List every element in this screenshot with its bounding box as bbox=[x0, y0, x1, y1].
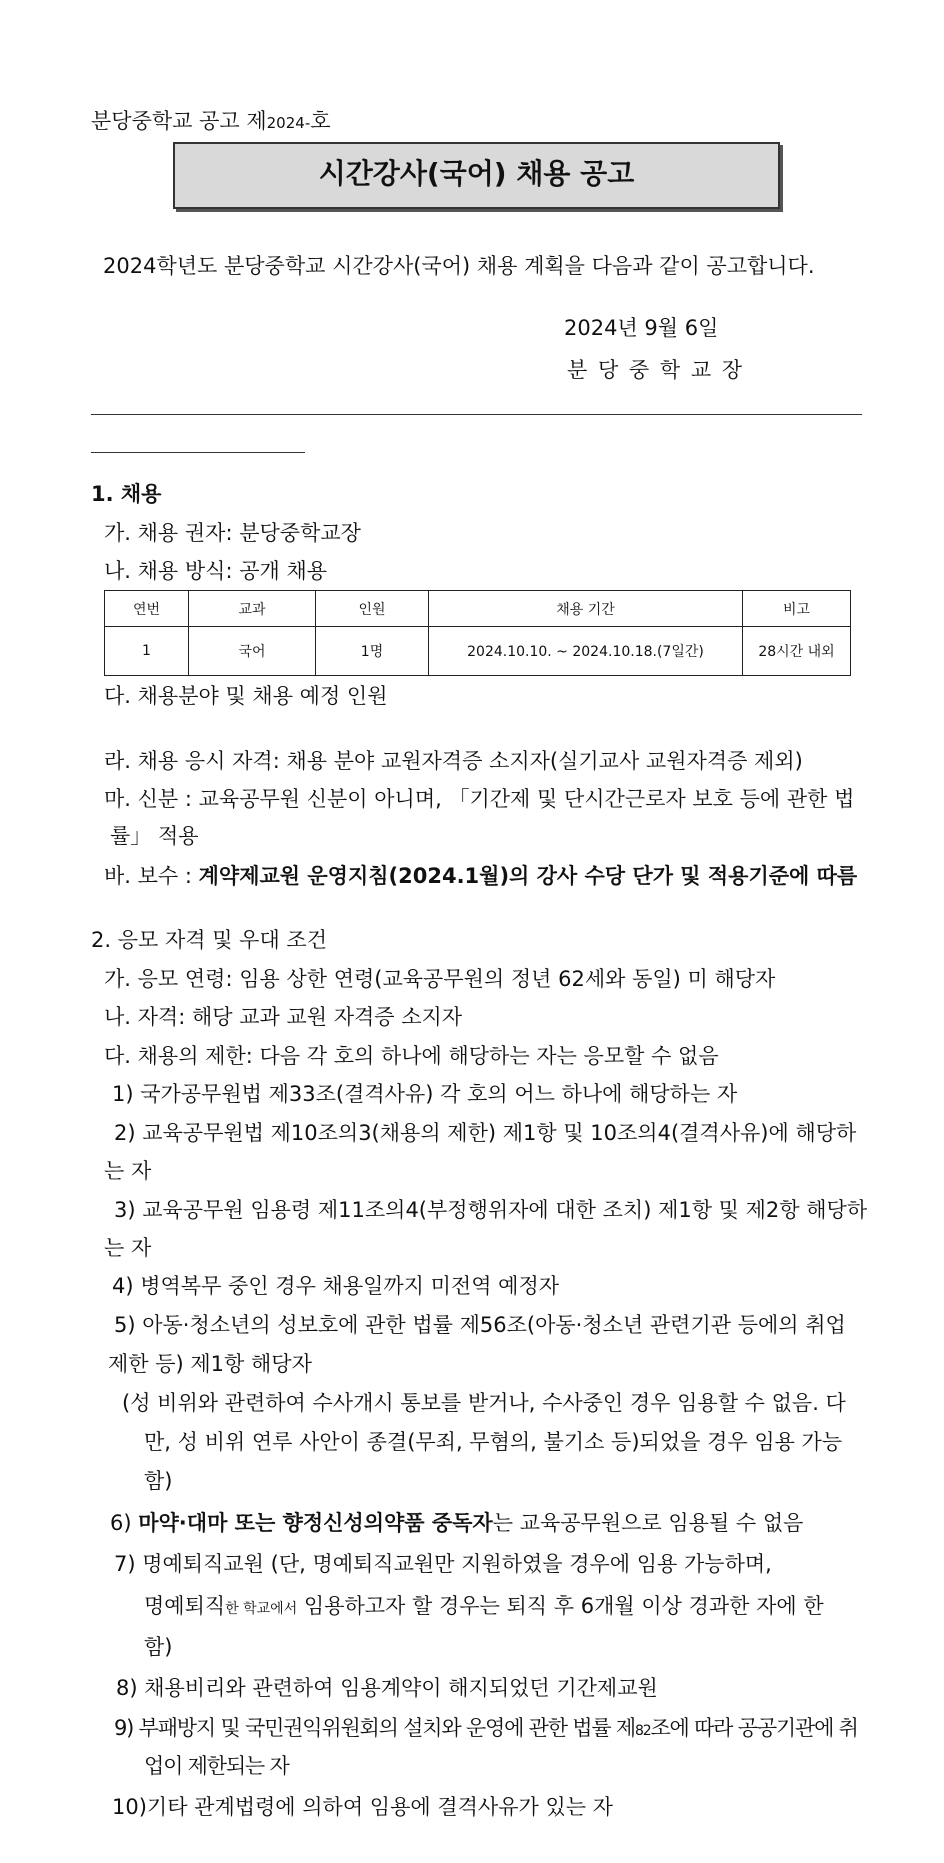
section1-ma-line1: 마. 신분 : 교육공무원 신분이 아니며, 「기간제 및 단시간근로자 보호 등에 관한 법 bbox=[104, 787, 855, 811]
th-no: 연번 bbox=[105, 591, 189, 627]
restriction-item-5-line1: 5) 아동·청소년의 성보호에 관한 법률 제56조(아동·청소년 관련기관 등에의 취업 bbox=[114, 1313, 846, 1337]
restriction-item-2-line1: 2) 교육공무원법 제10조의3(채용의 제한) 제1항 및 10조의4(결격사유)에 해당하 bbox=[114, 1121, 857, 1145]
section2-da: 다. 채용의 제한: 다음 각 호의 하나에 해당하는 자는 응모할 수 없음 bbox=[104, 1044, 719, 1068]
page-title: 시간강사(국어) 채용 공고 bbox=[318, 157, 635, 190]
section1-ga: 가. 채용 권자: 분당중학교장 bbox=[104, 521, 361, 545]
item9-line1-b: 조에 따라 공공기관에 취 bbox=[650, 1716, 858, 1740]
restriction-item-1: 1) 국가공무원법 제33조(결격사유) 각 호의 어느 하나에 해당하는 자 bbox=[112, 1082, 738, 1106]
th-subject: 교과 bbox=[189, 591, 316, 627]
restriction-item-5-line2: 제한 등) 제1항 해당자 bbox=[108, 1352, 312, 1376]
ba-bold: 계약제교원 운영지침(2024.1월)의 강사 수당 단가 및 적용기준에 따름 bbox=[198, 864, 858, 888]
cell-subject: 국어 bbox=[189, 627, 316, 676]
section2-ga: 가. 응모 연령: 임용 상한 연령(교육공무원의 정년 62세와 동일) 미 해당자 bbox=[104, 967, 776, 991]
section2-na: 나. 자격: 해당 교과 교원 자격증 소지자 bbox=[104, 1005, 463, 1029]
section1-ba bbox=[104, 862, 857, 890]
section1-ma-line2: 률」 적용 bbox=[110, 824, 199, 848]
ba-prefix: 바. 보수 : bbox=[104, 864, 199, 888]
notice-suffix: 호 bbox=[310, 109, 331, 133]
cell-note: 28시간 내외 bbox=[743, 627, 851, 676]
recruit-table bbox=[104, 590, 851, 676]
item6-prefix: 6) bbox=[110, 1511, 139, 1535]
section1-na: 나. 채용 방식: 공개 채용 bbox=[104, 559, 328, 583]
th-count: 인원 bbox=[316, 591, 429, 627]
notice-number bbox=[91, 107, 331, 137]
restriction-item-7-line2 bbox=[144, 1592, 824, 1623]
restriction-item-9-line1 bbox=[114, 1714, 858, 1745]
cell-period: 2024.10.10. ~ 2024.10.18.(7일간) bbox=[429, 627, 743, 676]
notice-date: 2024년 9월 6일 bbox=[564, 316, 719, 340]
restriction-item-7-line3: 함) bbox=[144, 1635, 173, 1659]
restriction-item-7-line1: 7) 명예퇴직교원 (단, 명예퇴직교원만 지원하였을 경우에 임용 가능하며, bbox=[114, 1552, 772, 1576]
notice-number-value: 2024- bbox=[266, 114, 311, 132]
table-row bbox=[105, 627, 851, 676]
item6-rest: 는 교육공무원으로 임용될 수 없음 bbox=[492, 1511, 804, 1535]
restriction-item-4: 4) 병역복무 중인 경우 채용일까지 미전역 예정자 bbox=[112, 1274, 560, 1298]
section2-heading: 2. 응모 자격 및 우대 조건 bbox=[91, 928, 327, 952]
divider-short bbox=[91, 452, 305, 453]
table-header-row bbox=[105, 591, 851, 627]
item7-line2-b: 임용하고자 할 경우는 퇴직 후 6개월 이상 경과한 자에 한 bbox=[297, 1594, 824, 1618]
note-line2: 만, 성 비위 연루 사안이 종결(무죄, 무혐의, 불기소 등)되었을 경우 임용 가능 bbox=[144, 1430, 843, 1454]
item9-line1-a: 9) 부패방지 및 국민권익위원회의 설치와 운영에 관한 법률 제 bbox=[114, 1716, 636, 1740]
item9-line1-small: 82 bbox=[635, 1723, 651, 1739]
item7-line2-a: 명예퇴직 bbox=[144, 1594, 226, 1618]
restriction-item-8: 8) 채용비리와 관련하여 임용계약이 해지되었던 기간제교원 bbox=[116, 1676, 658, 1700]
restriction-item-9-line2: 업이 제한되는 자 bbox=[144, 1754, 289, 1778]
th-period: 채용 기간 bbox=[429, 591, 743, 627]
restriction-item-3-line2: 는 자 bbox=[104, 1236, 152, 1260]
cell-no: 1 bbox=[105, 627, 189, 676]
divider-long bbox=[91, 414, 862, 415]
restriction-item-2-line2: 는 자 bbox=[104, 1159, 152, 1183]
restriction-item-6 bbox=[110, 1509, 803, 1537]
restriction-item-10: 10)기타 관계법령에 의하여 임용에 결격사유가 있는 자 bbox=[112, 1795, 613, 1819]
issuer: 분 당 중 학 교 장 bbox=[567, 358, 745, 382]
note-line1: (성 비위와 관련하여 수사개시 통보를 받거나, 수사중인 경우 임용할 수 없음. 다 bbox=[122, 1391, 846, 1415]
note-line3: 함) bbox=[144, 1469, 173, 1493]
section1-heading: 1. 채용 bbox=[91, 482, 162, 506]
notice-prefix: 분당중학교 공고 제 bbox=[91, 109, 267, 133]
cell-count: 1명 bbox=[316, 627, 429, 676]
item7-line2-small: 한 학교에서 bbox=[225, 1601, 298, 1617]
restriction-item-3-line1: 3) 교육공무원 임용령 제11조의4(부정행위자에 대한 조치) 제1항 및 제2항 해당하 bbox=[114, 1198, 868, 1222]
title-box bbox=[173, 142, 780, 209]
section1-ra: 라. 채용 응시 자격: 채용 분야 교원자격증 소지자(실기교사 교원자격증 제외) bbox=[104, 749, 803, 773]
th-note: 비고 bbox=[743, 591, 851, 627]
section1-da: 다. 채용분야 및 채용 예정 인원 bbox=[104, 684, 388, 708]
item6-bold: 마약·대마 또는 향정신성의약품 중독자 bbox=[138, 1511, 493, 1535]
intro-text: 2024학년도 분당중학교 시간강사(국어) 채용 계획을 다음과 같이 공고합니다. bbox=[103, 254, 815, 278]
